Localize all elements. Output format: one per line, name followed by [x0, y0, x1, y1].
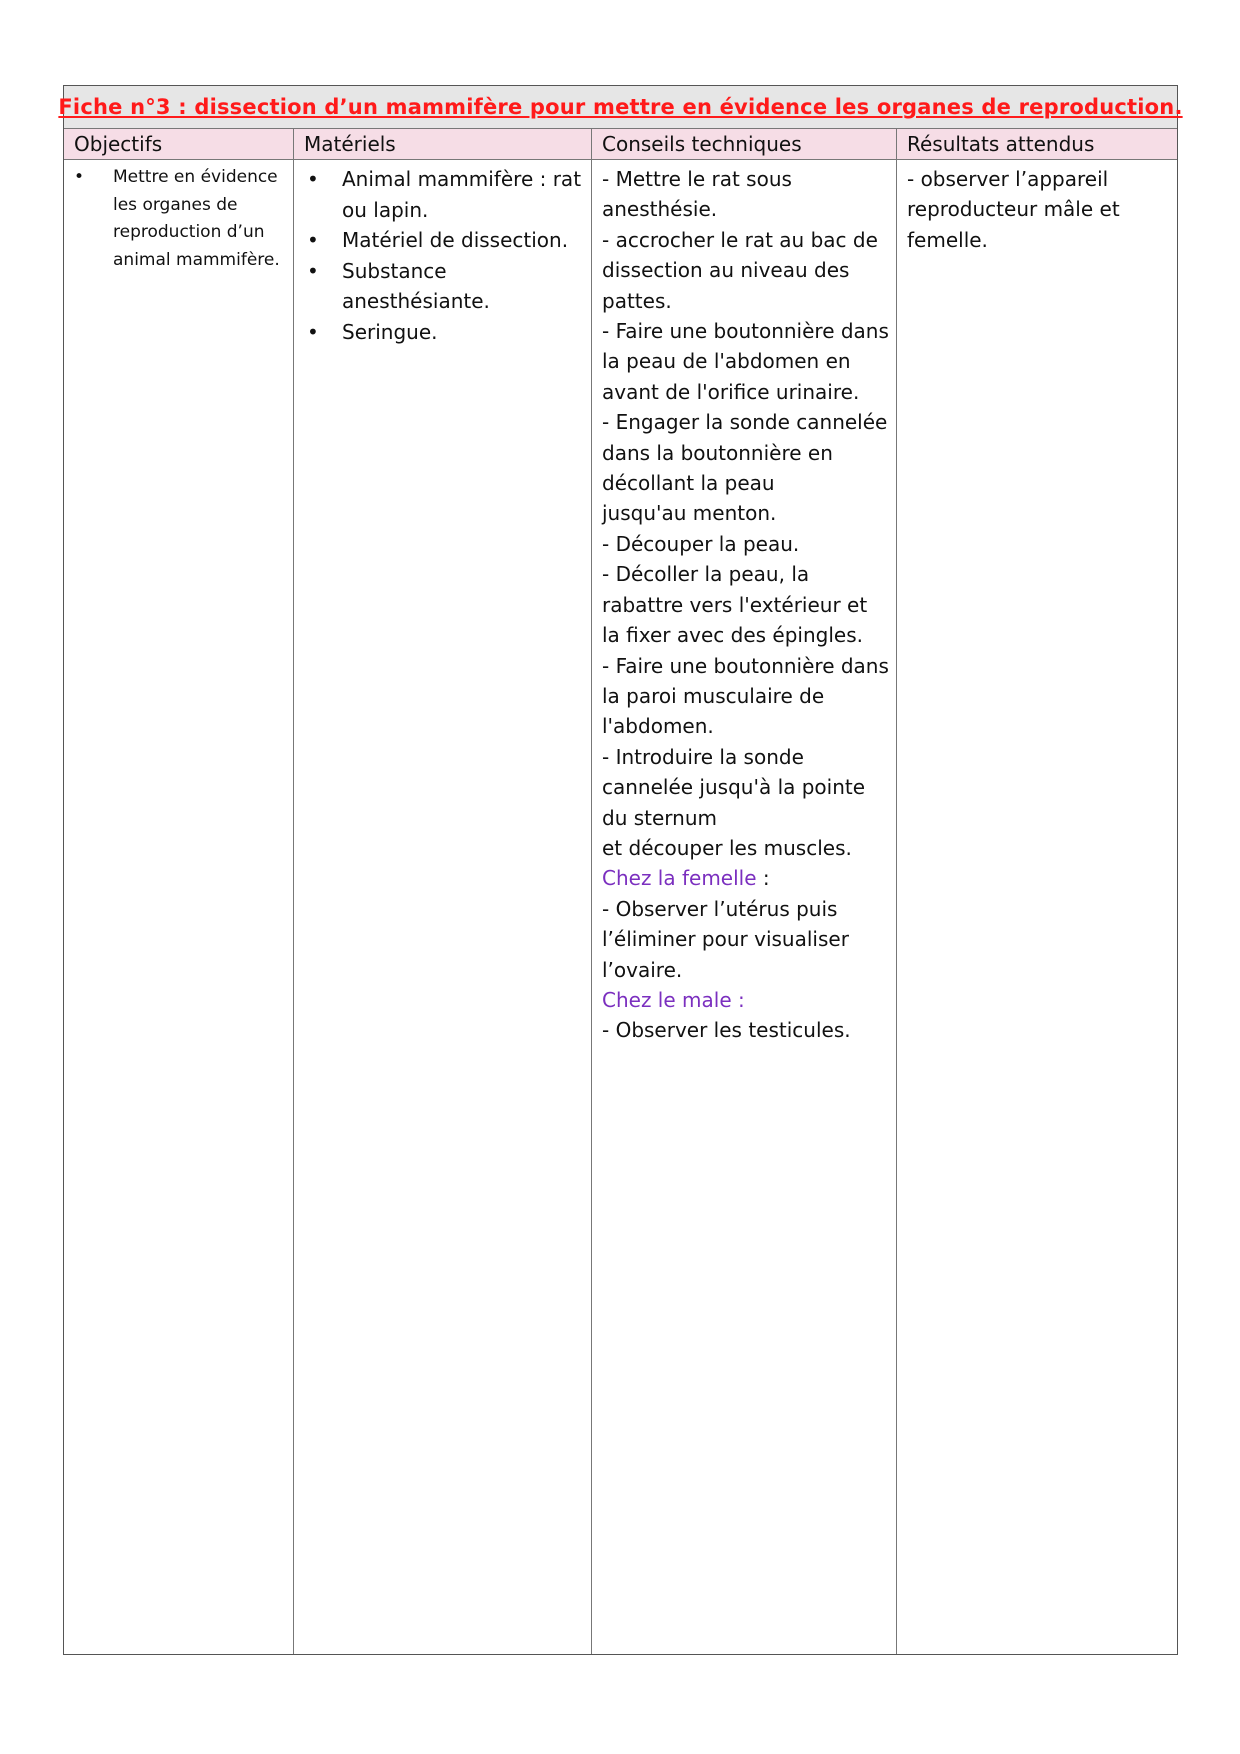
male-heading: Chez le male : [602, 987, 745, 1012]
objectif-item: • Mettre en évidence les organes de reproduction d’un animal mammifère. [64, 164, 294, 274]
materiel-item: • Seringue. [294, 317, 592, 348]
conseil-step-male: - Observer les testicules. [602, 1018, 851, 1043]
conseil-step-femelle: - Observer l’utérus puis l’éliminer pour visualiser l’ovaire. [602, 896, 849, 982]
conseil-step: - Découper la peau. [602, 531, 800, 556]
materiel-item: • Matériel de dissection. [294, 225, 592, 256]
header-conseils: Conseils techniques [602, 132, 802, 156]
conseils-cell [592, 160, 897, 1046]
header-resultats: Résultats attendus [907, 132, 1095, 156]
materiels-cell [294, 160, 592, 347]
conseil-step: et découper les muscles. [602, 835, 852, 860]
header-row [64, 129, 1177, 160]
femelle-label: Chez la femelle [602, 866, 757, 891]
conseil-step: - accrocher le rat au bac de dissection au niveau des pattes. [602, 227, 878, 313]
column-divider [293, 129, 294, 1654]
header-materiels: Matériels [304, 132, 396, 156]
resultats-cell [897, 160, 1177, 255]
conseil-step: - Faire une boutonnière dans la peau de l'abdomen en avant de l'orifice urinaire. [602, 319, 889, 404]
resultat-item: - observer l’appareil reproducteur mâle et femelle. [907, 167, 1120, 252]
title-row [58, 86, 1183, 129]
page-title: Fiche n°3 : dissection d’un mammifère pour mettre en évidence les organes de reproduction. [58, 95, 1183, 119]
conseil-step: - Introduire la sonde cannelée jusqu'à la pointe du sternum [602, 744, 866, 830]
materiel-item: • Animal mammifère : rat ou lapin. [294, 164, 592, 225]
femelle-colon: : [756, 866, 770, 891]
objectifs-cell [64, 160, 294, 274]
fiche-table [58, 85, 1183, 1655]
conseil-step: - Faire une boutonnière dans la paroi musculaire de l'abdomen. [602, 653, 889, 739]
conseil-step: - Mettre le rat sous anesthésie. [602, 167, 792, 222]
materiel-item: • Substance anesthésiante. [294, 256, 592, 317]
header-objectifs: Objectifs [74, 132, 163, 156]
conseil-step: - Engager la sonde cannelée dans la boutonnière en décollant la peau [602, 410, 888, 496]
conseil-step: - Décoller la peau, la rabattre vers l'extérieur et la fixer avec des épingles. [602, 562, 868, 648]
femelle-heading [602, 863, 891, 893]
conseil-step: jusqu'au menton. [602, 501, 777, 526]
